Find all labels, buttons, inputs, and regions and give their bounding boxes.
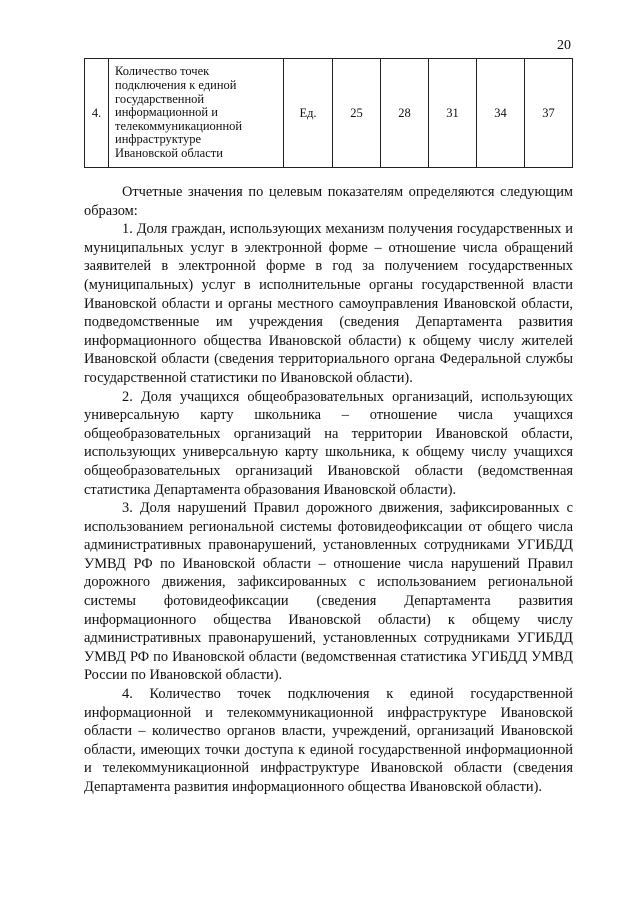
indicator-name-line: подключения к единой xyxy=(115,78,237,93)
value-cell: 28 xyxy=(381,59,429,168)
indicator-name-line: телекоммуникационной xyxy=(115,118,243,133)
value-cell: 25 xyxy=(333,59,381,168)
value-cell: 34 xyxy=(477,59,525,168)
indicator-name-line: информационной и xyxy=(115,105,218,120)
document-body xyxy=(84,183,573,797)
row-number-cell: 4. xyxy=(85,59,109,168)
indicator-table xyxy=(84,58,573,168)
paragraph-item-4: 4. Количество точек подключения к единой государственной информационной и телекоммуникационной инфраструктуре Ивановской области – количество органов власти, учреждений, организаций Ивановской области, имеющих точки доступа к единой государственной информационной и телекоммуникационной инфраструктуре Ивановской области (сведения Департамента развития информационного общества Ивановской области). xyxy=(84,686,573,795)
indicator-name-line: государственной xyxy=(115,91,205,106)
indicator-name-cell xyxy=(109,59,284,168)
page-number: 20 xyxy=(557,38,571,53)
value-cell: 37 xyxy=(525,59,573,168)
indicator-name-line: инфраструктуре xyxy=(115,132,202,147)
paragraph-item-3: 3. Доля нарушений Правил дорожного движения, зафиксированных с использованием региональной системы фотовидеофиксации от общего числа административных правонарушений, установленных сотрудниками УГИБДД УМВД РФ по Ивановской области – отношение числа нарушений Правил дорожного движения, зафиксированных с использованием региональной системы фотовидеофиксации (сведения Департамента развития информационного общества Ивановской области) к общему числу административных правонарушений, установленных сотрудниками УГИБДД УМВД РФ по Ивановской области (ведомственная статистика УГИБДД УМВД России по Ивановской области). xyxy=(84,500,573,684)
indicator-name-line: Ивановской области xyxy=(115,145,223,160)
table-row xyxy=(85,59,573,168)
unit-cell: Ед. xyxy=(284,59,333,168)
paragraph-item-1: 1. Доля граждан, использующих механизм получения государственных и муниципальных услуг в электронной форме – отношение числа обращений заявителей в электронной форме в год за получением государственных (муниципальных) услуг в исполнительные органы государственной власти Ивановской области и органы местного самоуправления Ивановской области, подведомственные им учреждения (сведения Департамента развития информационного общества Ивановской области) к общему числу жителей Ивановской области (сведения территориального органа Федеральной службы государственной статистики по Ивановской области). xyxy=(84,221,573,386)
value-cell: 31 xyxy=(429,59,477,168)
indicator-name-line: Количество точек xyxy=(115,64,210,79)
intro-paragraph: Отчетные значения по целевым показателям определяются следующим образом: xyxy=(84,184,573,219)
paragraph-item-2: 2. Доля учащихся общеобразовательных организаций, использующих универсальную карту школьника – отношение числа учащихся общеобразовательных организаций на территории Ивановской области, использующих универсальную карту школьника, к общему числу учащихся общеобразовательных организаций Ивановской области (ведомственная статистика Департамента образования Ивановской области). xyxy=(84,388,573,498)
